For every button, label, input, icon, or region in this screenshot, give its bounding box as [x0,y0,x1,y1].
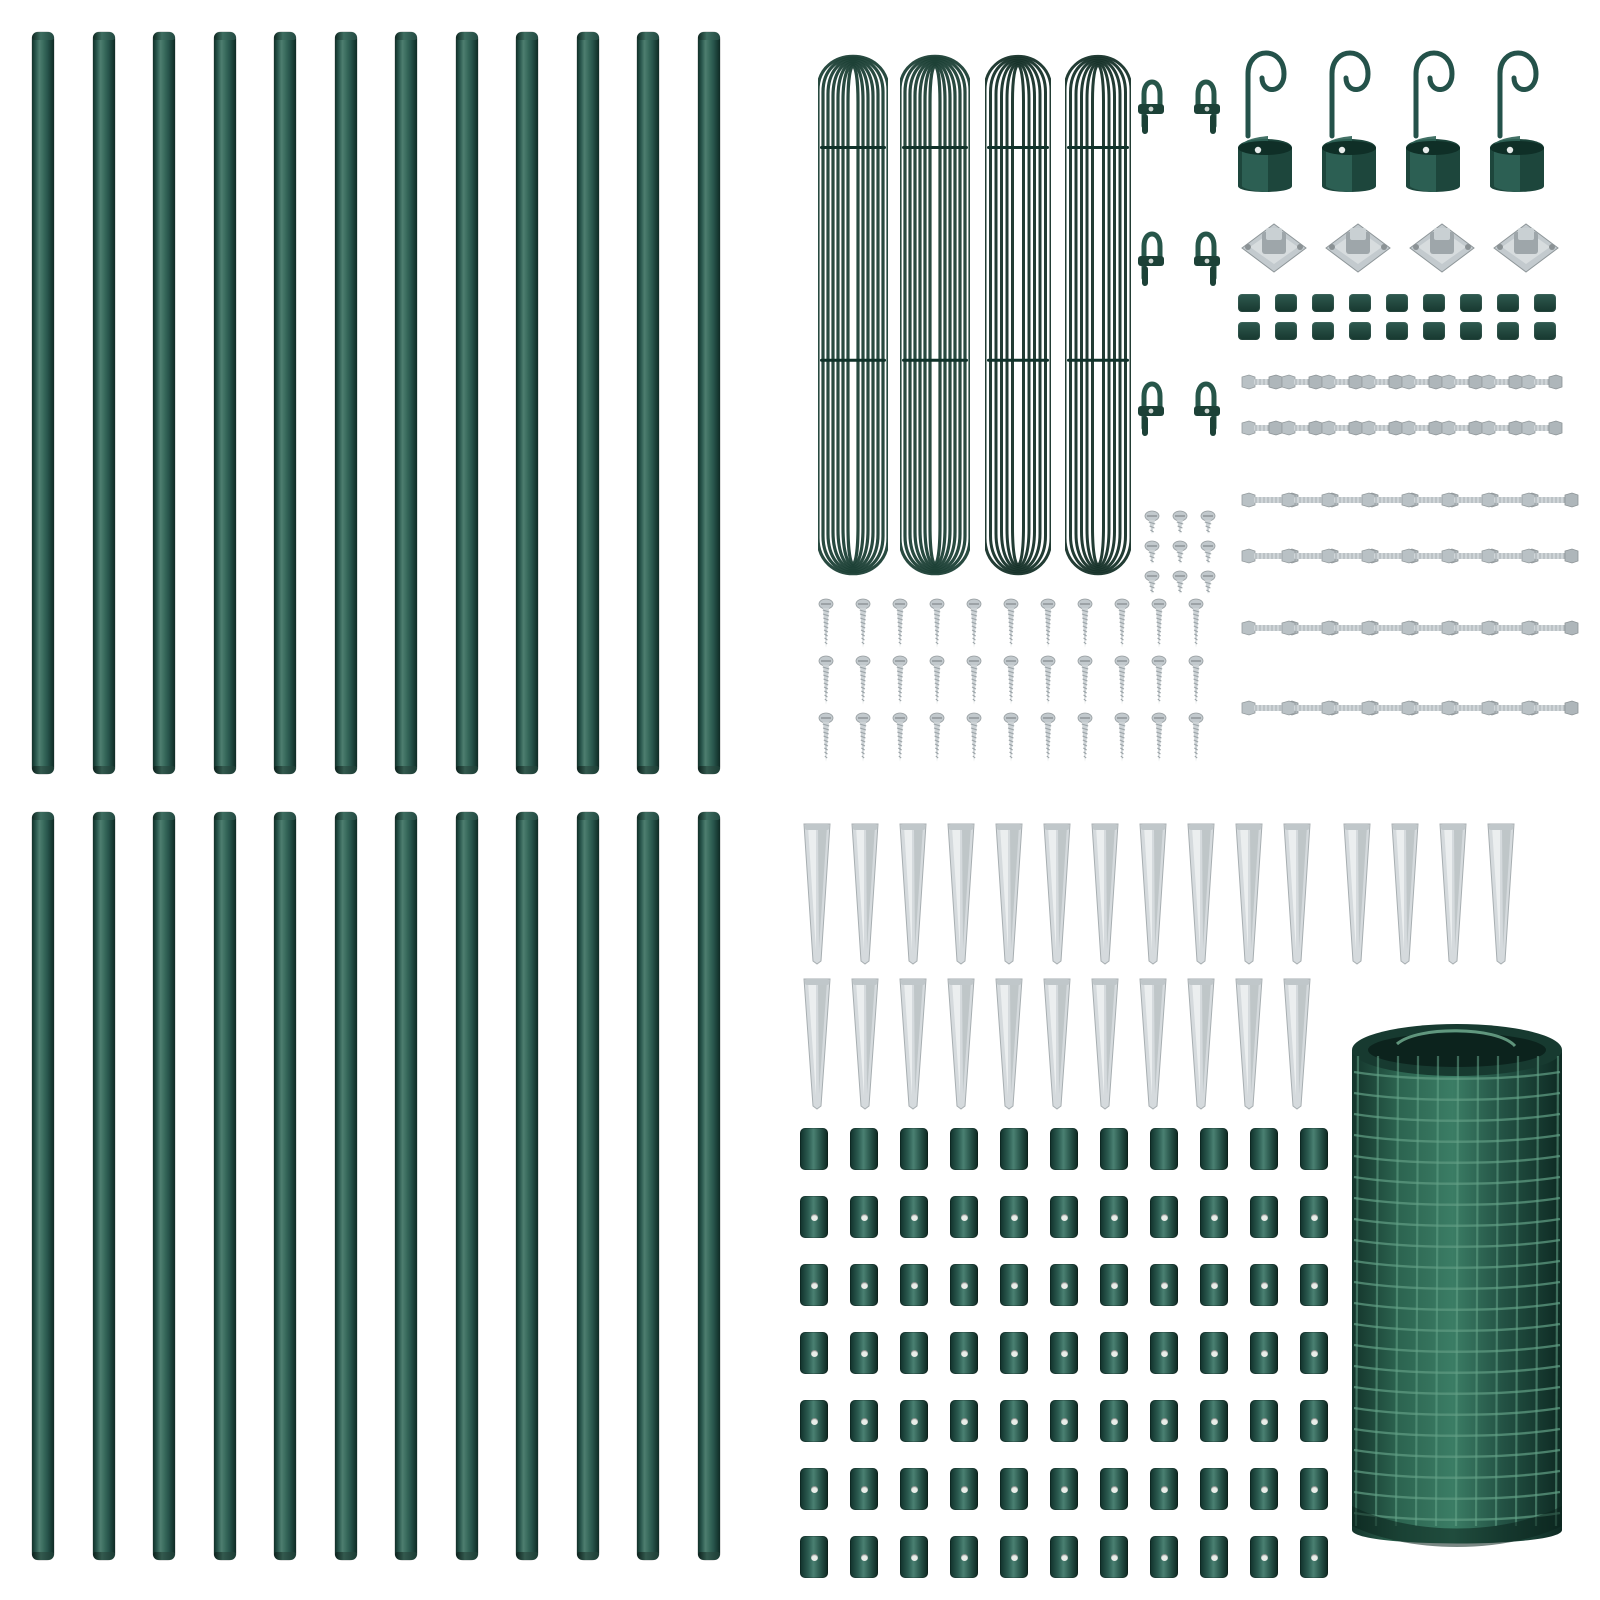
post-foot [214,766,236,774]
fixing-clip-r3-c6 [1050,1264,1078,1306]
fixing-clip-r1-c8 [1150,1128,1178,1170]
post-cap [516,812,538,820]
square-washer-r1-c4 [1349,294,1371,312]
fixing-clip-r4-c7 [1100,1332,1128,1374]
post-cap [32,812,54,820]
post-foot [274,766,296,774]
fixing-clip-r3-c9 [1200,1264,1228,1306]
ground-spike-r1-11 [1280,820,1314,965]
tension-wire-coil-1 [818,34,888,594]
wood-screw-r3-c11 [1188,712,1204,764]
ground-spike-r1-7 [1088,820,1122,965]
wood-screw-r3-c1 [818,712,834,764]
square-washer-r1-c3 [1312,294,1334,312]
fence-post-top-9 [516,32,538,774]
hex-bolt-r4-c8 [1520,548,1582,564]
wood-screw-r3-c5 [966,712,982,764]
ground-spike-r1-9 [1184,820,1218,965]
fixing-clip-r7-c11 [1300,1536,1328,1578]
fixing-clip-r5-c4 [950,1400,978,1442]
fence-post-top-12 [698,32,720,774]
square-washer-r2-c2 [1275,322,1297,340]
base-plate-3 [1404,216,1480,278]
fixing-clip-r3-c1 [800,1264,828,1306]
tension-wire-coil-3 [985,34,1051,594]
wood-screw-r2-c8 [1077,655,1093,707]
hex-bolt-r5-c8 [1520,620,1582,636]
fence-post-top-4 [214,32,236,774]
fixing-clip-r2-c6 [1050,1196,1078,1238]
fixing-clip-r1-c5 [1000,1128,1028,1170]
fixing-clip-r5-c6 [1050,1400,1078,1442]
wire-strainer-3 [1134,222,1168,292]
square-washer-r2-c1 [1238,322,1260,340]
fixing-clip-r1-c7 [1100,1128,1128,1170]
fixing-clip-r5-c2 [850,1400,878,1442]
fence-post-bottom-4 [214,812,236,1560]
post-foot [698,766,720,774]
square-washer-r2-c5 [1386,322,1408,340]
post-foot [516,1552,538,1560]
wood-screw-small-r3-c3 [1200,570,1216,596]
fixing-clip-r2-c10 [1250,1196,1278,1238]
post-cap-2 [1312,28,1386,193]
fence-post-bottom-2 [93,812,115,1560]
fence-post-top-8 [456,32,478,774]
fixing-clip-r7-c7 [1100,1536,1128,1578]
fixing-clip-r4-c8 [1150,1332,1178,1374]
wood-screw-r3-c2 [855,712,871,764]
fixing-clip-r5-c8 [1150,1400,1178,1442]
post-cap [153,812,175,820]
fixing-clip-r7-c3 [900,1536,928,1578]
fixing-clip-r1-c3 [900,1128,928,1170]
base-plate-4 [1488,216,1564,278]
square-washer-r2-c9 [1534,322,1556,340]
post-cap-1 [1228,28,1302,193]
fixing-clip-r6-c5 [1000,1468,1028,1510]
post-cap [637,32,659,40]
fence-post-bottom-5 [274,812,296,1560]
wood-screw-r1-c6 [1003,598,1019,650]
fixing-clip-r7-c10 [1250,1536,1278,1578]
fixing-clip-r2-c2 [850,1196,878,1238]
post-foot [637,1552,659,1560]
fixing-clip-r6-c1 [800,1468,828,1510]
fixing-clip-r6-c9 [1200,1468,1228,1510]
square-washer-r1-c1 [1238,294,1260,312]
wood-screw-r2-c10 [1151,655,1167,707]
ground-spike-r1-15 [1484,820,1518,965]
fence-post-top-7 [395,32,417,774]
post-foot [93,1552,115,1560]
fixing-clip-r4-c6 [1050,1332,1078,1374]
fence-post-top-2 [93,32,115,774]
fixing-clip-r1-c2 [850,1128,878,1170]
post-cap-3 [1396,28,1470,193]
fixing-clip-r6-c10 [1250,1468,1278,1510]
fixing-clip-r7-c1 [800,1536,828,1578]
fixing-clip-r6-c11 [1300,1468,1328,1510]
base-plate-1 [1236,216,1312,278]
ground-spike-r2-5 [992,975,1026,1110]
post-foot [153,766,175,774]
wood-screw-r2-c3 [892,655,908,707]
fence-post-bottom-1 [32,812,54,1560]
post-foot [32,1552,54,1560]
post-foot [577,1552,599,1560]
post-foot [335,1552,357,1560]
wire-strainer-5 [1134,372,1168,442]
wood-screw-r2-c5 [966,655,982,707]
post-cap [698,32,720,40]
fixing-clip-r4-c10 [1250,1332,1278,1374]
tension-wire-coil-2 [900,34,970,594]
fence-post-top-5 [274,32,296,774]
wood-screw-small-r3-c2 [1172,570,1188,596]
fixing-clip-r3-c10 [1250,1264,1278,1306]
fence-post-bottom-8 [456,812,478,1560]
fixing-clip-r3-c5 [1000,1264,1028,1306]
ground-spike-r2-10 [1232,975,1266,1110]
square-washer-r1-c9 [1534,294,1556,312]
wood-screw-r1-c11 [1188,598,1204,650]
square-washer-r2-c6 [1423,322,1445,340]
ground-spike-r2-6 [1040,975,1074,1110]
wood-screw-r1-c5 [966,598,982,650]
fixing-clip-r5-c3 [900,1400,928,1442]
post-cap [395,32,417,40]
wire-strainer-1 [1134,70,1168,140]
wood-screw-r3-c8 [1077,712,1093,764]
post-cap [93,32,115,40]
ground-spike-r2-9 [1184,975,1218,1110]
wood-screw-r1-c8 [1077,598,1093,650]
post-cap [395,812,417,820]
fixing-clip-r4-c11 [1300,1332,1328,1374]
fence-post-bottom-12 [698,812,720,1560]
fixing-clip-r6-c2 [850,1468,878,1510]
wood-screw-r3-c7 [1040,712,1056,764]
post-foot [456,766,478,774]
fixing-clip-r1-c6 [1050,1128,1078,1170]
ground-spike-r2-3 [896,975,930,1110]
post-foot [214,1552,236,1560]
fence-post-bottom-7 [395,812,417,1560]
post-cap [456,812,478,820]
wood-screw-r1-c3 [892,598,908,650]
fixing-clip-r7-c2 [850,1536,878,1578]
fixing-clip-r7-c4 [950,1536,978,1578]
post-cap [153,32,175,40]
wood-screw-small-r3-c1 [1144,570,1160,596]
ground-spike-r2-2 [848,975,882,1110]
post-cap [93,812,115,820]
fixing-clip-r6-c8 [1150,1468,1178,1510]
fixing-clip-r2-c7 [1100,1196,1128,1238]
post-foot [637,766,659,774]
fence-post-bottom-3 [153,812,175,1560]
hex-bolt-r1-c8 [1520,374,1566,390]
ground-spike-r2-4 [944,975,978,1110]
fixing-clip-r2-c5 [1000,1196,1028,1238]
fixing-clip-r6-c6 [1050,1468,1078,1510]
wood-screw-r1-c1 [818,598,834,650]
ground-spike-r1-2 [848,820,882,965]
wood-screw-small-r2-c2 [1172,540,1188,566]
post-foot [395,766,417,774]
fixing-clip-r1-c11 [1300,1128,1328,1170]
square-washer-r2-c7 [1460,322,1482,340]
tension-wire-coil-4 [1065,34,1131,594]
post-foot [93,766,115,774]
fixing-clip-r1-c9 [1200,1128,1228,1170]
post-foot [274,1552,296,1560]
ground-spike-r1-10 [1232,820,1266,965]
ground-spike-r1-6 [1040,820,1074,965]
fixing-clip-r3-c8 [1150,1264,1178,1306]
fixing-clip-r7-c8 [1150,1536,1178,1578]
fixing-clip-r6-c3 [900,1468,928,1510]
post-cap [214,32,236,40]
fence-post-top-3 [153,32,175,774]
fixing-clip-r1-c4 [950,1128,978,1170]
fixing-clip-r3-c4 [950,1264,978,1306]
post-cap [577,32,599,40]
hex-bolt-r6-c8 [1520,700,1582,716]
base-plate-2 [1320,216,1396,278]
fixing-clip-r7-c6 [1050,1536,1078,1578]
fixing-clip-r4-c9 [1200,1332,1228,1374]
fixing-clip-r4-c3 [900,1332,928,1374]
ground-spike-r1-4 [944,820,978,965]
square-washer-r1-c7 [1460,294,1482,312]
post-foot [456,1552,478,1560]
fixing-clip-r2-c9 [1200,1196,1228,1238]
post-cap [456,32,478,40]
post-cap [577,812,599,820]
square-washer-r1-c6 [1423,294,1445,312]
hex-bolt-r2-c8 [1520,420,1566,436]
fixing-clip-r7-c9 [1200,1536,1228,1578]
square-washer-r1-c5 [1386,294,1408,312]
fixing-clip-r3-c2 [850,1264,878,1306]
wood-screw-r2-c7 [1040,655,1056,707]
wood-screw-r3-c4 [929,712,945,764]
post-foot [335,766,357,774]
fixing-clip-r2-c1 [800,1196,828,1238]
wire-mesh-roll [1342,1010,1572,1566]
post-cap [32,32,54,40]
post-cap [516,32,538,40]
ground-spike-r1-3 [896,820,930,965]
post-foot [516,766,538,774]
wood-screw-small-r1-c1 [1144,510,1160,536]
fixing-clip-r4-c5 [1000,1332,1028,1374]
wood-screw-r1-c9 [1114,598,1130,650]
ground-spike-r2-7 [1088,975,1122,1110]
fixing-clip-r2-c11 [1300,1196,1328,1238]
ground-spike-r2-1 [800,975,834,1110]
wood-screw-r1-c7 [1040,598,1056,650]
wood-screw-r1-c2 [855,598,871,650]
ground-spike-r1-1 [800,820,834,965]
wood-screw-r2-c11 [1188,655,1204,707]
fixing-clip-r4-c4 [950,1332,978,1374]
wood-screw-r3-c9 [1114,712,1130,764]
post-cap [698,812,720,820]
fixing-clip-r1-c1 [800,1128,828,1170]
wood-screw-small-r2-c3 [1200,540,1216,566]
wire-strainer-2 [1190,70,1224,140]
ground-spike-r1-13 [1388,820,1422,965]
fixing-clip-r3-c7 [1100,1264,1128,1306]
wood-screw-small-r2-c1 [1144,540,1160,566]
fence-post-bottom-11 [637,812,659,1560]
fence-post-bottom-9 [516,812,538,1560]
post-foot [698,1552,720,1560]
fixing-clip-r6-c4 [950,1468,978,1510]
fence-post-top-11 [637,32,659,774]
fixing-clip-r4-c2 [850,1332,878,1374]
square-washer-r2-c8 [1497,322,1519,340]
wood-screw-r1-c4 [929,598,945,650]
fixing-clip-r4-c1 [800,1332,828,1374]
post-cap [637,812,659,820]
fixing-clip-r5-c1 [800,1400,828,1442]
wood-screw-r2-c2 [855,655,871,707]
fixing-clip-r5-c5 [1000,1400,1028,1442]
fixing-clip-r2-c8 [1150,1196,1178,1238]
wire-strainer-4 [1190,222,1224,292]
fence-post-bottom-10 [577,812,599,1560]
post-cap [335,32,357,40]
ground-spike-r1-14 [1436,820,1470,965]
ground-spike-r1-8 [1136,820,1170,965]
fixing-clip-r5-c7 [1100,1400,1128,1442]
fixing-clip-r1-c10 [1250,1128,1278,1170]
fence-post-top-6 [335,32,357,774]
fence-post-top-1 [32,32,54,774]
square-washer-r2-c3 [1312,322,1334,340]
wood-screw-r2-c6 [1003,655,1019,707]
hex-bolt-r3-c8 [1520,492,1582,508]
wood-screw-r3-c6 [1003,712,1019,764]
post-foot [395,1552,417,1560]
wood-screw-r2-c1 [818,655,834,707]
ground-spike-r2-8 [1136,975,1170,1110]
wood-screw-r3-c10 [1151,712,1167,764]
fixing-clip-r5-c11 [1300,1400,1328,1442]
fixing-clip-r3-c3 [900,1264,928,1306]
fixing-clip-r3-c11 [1300,1264,1328,1306]
post-foot [32,766,54,774]
post-foot [153,1552,175,1560]
wood-screw-r2-c4 [929,655,945,707]
square-washer-r2-c4 [1349,322,1371,340]
wood-screw-small-r1-c3 [1200,510,1216,536]
square-washer-r1-c2 [1275,294,1297,312]
wood-screw-small-r1-c2 [1172,510,1188,536]
post-cap [214,812,236,820]
post-cap [274,32,296,40]
fence-post-top-10 [577,32,599,774]
fixing-clip-r2-c3 [900,1196,928,1238]
post-cap-4 [1480,28,1554,193]
fixing-clip-r5-c9 [1200,1400,1228,1442]
ground-spike-r2-11 [1280,975,1314,1110]
ground-spike-r1-5 [992,820,1026,965]
fixing-clip-r7-c5 [1000,1536,1028,1578]
ground-spike-r1-12 [1340,820,1374,965]
wire-strainer-6 [1190,372,1224,442]
square-washer-r1-c8 [1497,294,1519,312]
post-cap [335,812,357,820]
post-foot [577,766,599,774]
wood-screw-r1-c10 [1151,598,1167,650]
wood-screw-r3-c3 [892,712,908,764]
post-cap [274,812,296,820]
fixing-clip-r5-c10 [1250,1400,1278,1442]
fixing-clip-r6-c7 [1100,1468,1128,1510]
fixing-clip-r2-c4 [950,1196,978,1238]
wood-screw-r2-c9 [1114,655,1130,707]
fence-post-bottom-6 [335,812,357,1560]
